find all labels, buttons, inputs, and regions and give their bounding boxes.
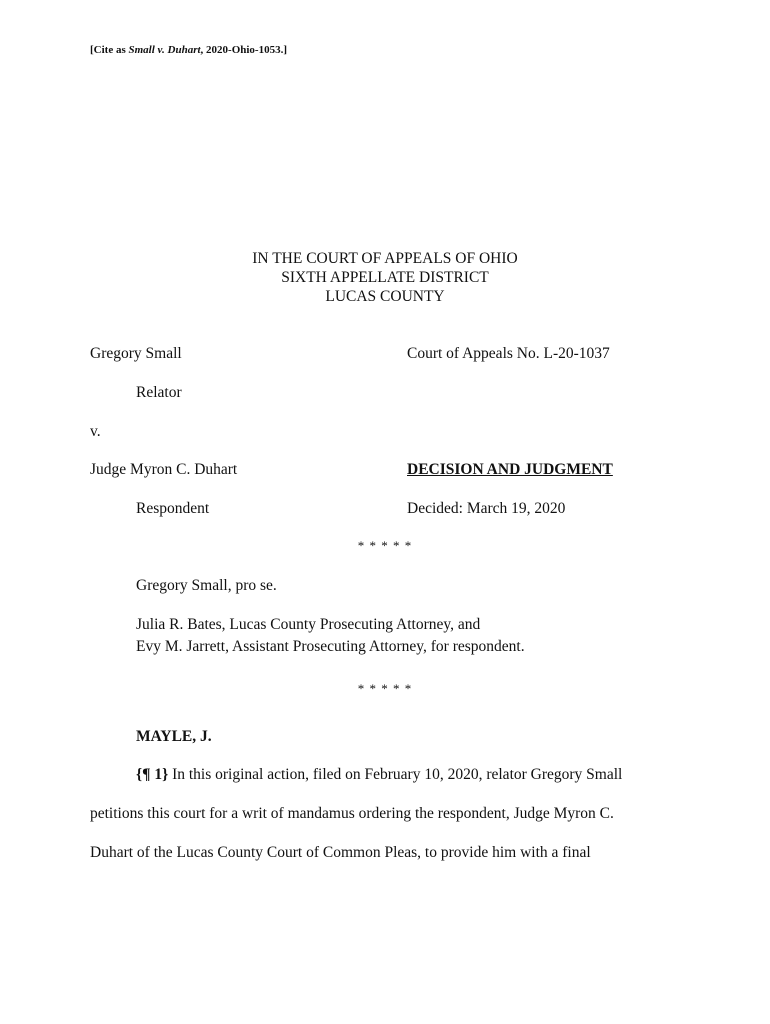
citation-header	[90, 44, 287, 56]
decided-date: Decided: March 19, 2020	[407, 500, 566, 517]
court-heading-line-1: IN THE COURT OF APPEALS OF OHIO	[252, 250, 518, 267]
versus: v.	[90, 423, 101, 440]
respondent-role: Respondent	[136, 500, 210, 517]
citation-case-name: Small v. Duhart	[128, 44, 201, 56]
separator-stars-top: * * * * *	[357, 538, 413, 553]
paragraph-text-1: In this original action, filed on February 10, 2020, relator Gregory Small	[168, 766, 623, 783]
court-heading-line-2: SIXTH APPELLATE DISTRICT	[281, 269, 489, 286]
opinion-paragraph-line-1	[136, 766, 622, 784]
citation-suffix: , 2020-Ohio-1053.]	[200, 44, 288, 56]
case-number: Court of Appeals No. L-20-1037	[407, 345, 610, 362]
relator-role: Relator	[136, 384, 182, 401]
separator-stars-bottom: * * * * *	[357, 681, 413, 696]
respondent-name: Judge Myron C. Duhart	[90, 461, 238, 478]
citation-prefix: [Cite as	[90, 44, 129, 56]
relator-name: Gregory Small	[90, 345, 182, 362]
opinion-paragraph-line-2: petitions this court for a writ of mandamus ordering the respondent, Judge Myron C.	[90, 805, 614, 822]
paragraph-marker: {¶ 1}	[136, 766, 169, 783]
counsel-respondent-line-1: Julia R. Bates, Lucas County Prosecuting Attorney, and	[136, 616, 481, 633]
counsel-respondent-line-2: Evy M. Jarrett, Assistant Prosecuting Attorney, for respondent.	[136, 638, 525, 655]
opinion-paragraph-line-3: Duhart of the Lucas County Court of Common Pleas, to provide him with a final	[90, 844, 591, 861]
opinion-author: MAYLE, J.	[136, 728, 212, 745]
document-type: DECISION AND JUDGMENT	[407, 461, 613, 478]
counsel-relator: Gregory Small, pro se.	[136, 577, 277, 594]
court-heading-line-3: LUCAS COUNTY	[325, 288, 445, 305]
